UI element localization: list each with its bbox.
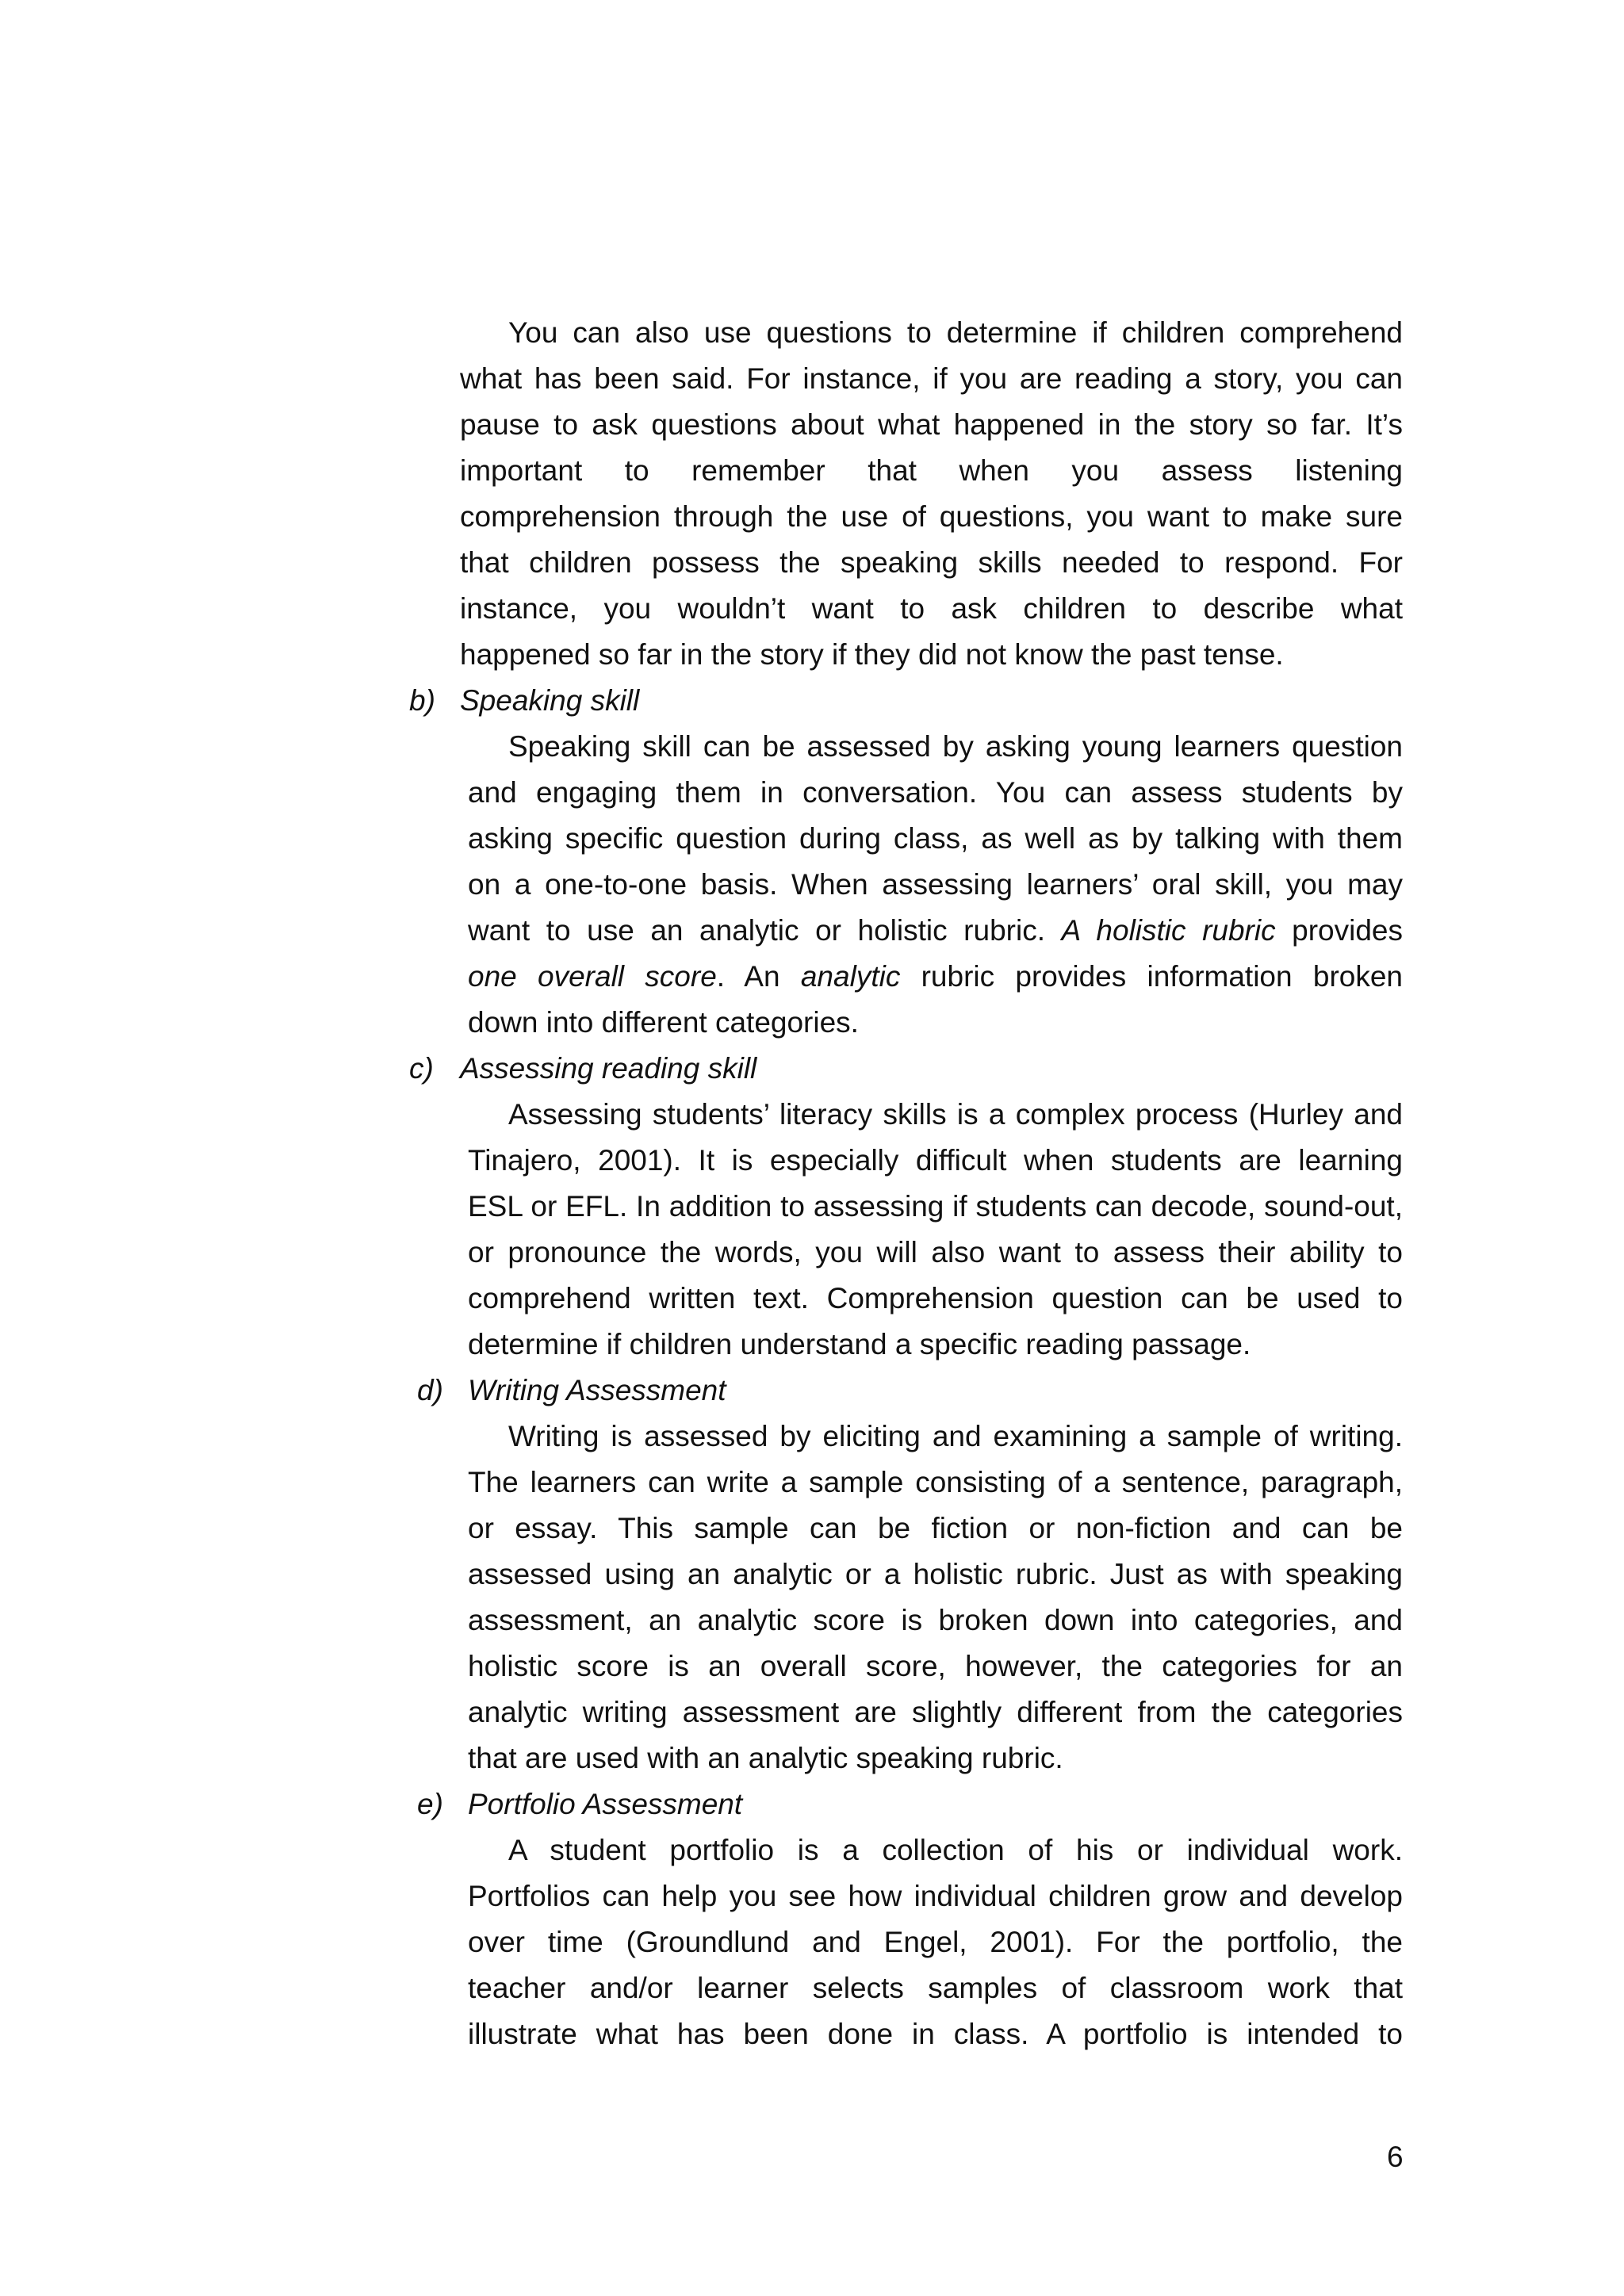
portfolio-line-3: over time (Groundlund and Engel, 2001). For the portfolio, the xyxy=(468,1926,1403,1958)
portfolio-label: e) xyxy=(417,1788,443,1820)
intro-line-3: pause to ask questions about what happened in the story so far. It’s xyxy=(460,408,1403,441)
writing-line-3: or essay. This sample can be fiction or non-fiction and can be xyxy=(468,1512,1403,1544)
writing-line-7: analytic writing assessment are slightly different from the categories xyxy=(468,1696,1403,1728)
reading-label: c) xyxy=(409,1052,434,1085)
reading-line-4: or pronounce the words, you will also want to assess their ability to xyxy=(468,1236,1403,1269)
speaking-line-7: down into different categories. xyxy=(468,1006,859,1039)
speaking-label: b) xyxy=(409,684,435,717)
speaking-line-6-d: rubric provides information broken xyxy=(900,960,1403,993)
reading-line-1: Assessing students’ literacy skills is a complex process (Hurley and xyxy=(508,1098,1403,1131)
reading-heading: Assessing reading skill xyxy=(460,1052,757,1085)
speaking-line-5 xyxy=(468,908,1403,954)
intro-line-5: comprehension through the use of questions, you want to make sure xyxy=(460,500,1403,533)
speaking-line-6 xyxy=(468,954,1403,1000)
overall-score-term: one overall score xyxy=(468,960,717,993)
writing-line-4: assessed using an analytic or a holistic rubric. Just as with speaking xyxy=(468,1558,1403,1590)
portfolio-line-1: A student portfolio is a collection of his or individual work. xyxy=(508,1834,1403,1866)
reading-line-3: ESL or EFL. In addition to assessing if students can decode, sound-out, xyxy=(468,1190,1403,1223)
writing-line-2: The learners can write a sample consisting of a sentence, paragraph, xyxy=(468,1466,1403,1498)
page-number: 6 xyxy=(1387,2141,1404,2173)
writing-line-5: assessment, an analytic score is broken down into categories, and xyxy=(468,1604,1403,1636)
intro-line-6: that children possess the speaking skills needed to respond. For xyxy=(460,546,1403,579)
analytic-term: analytic xyxy=(800,960,901,993)
reading-line-5: comprehend written text. Comprehension question can be used to xyxy=(468,1282,1403,1314)
writing-heading: Writing Assessment xyxy=(468,1374,726,1406)
reading-line-6: determine if children understand a specific reading passage. xyxy=(468,1328,1251,1360)
reading-line-2: Tinajero, 2001). It is especially difficult when students are learning xyxy=(468,1144,1403,1177)
intro-line-1: You can also use questions to determine if children comprehend xyxy=(508,316,1403,349)
portfolio-heading: Portfolio Assessment xyxy=(468,1788,743,1820)
speaking-line-3: asking specific question during class, as well as by talking with them xyxy=(468,822,1403,855)
portfolio-line-4: teacher and/or learner selects samples of classroom work that xyxy=(468,1972,1403,2004)
intro-line-2: what has been said. For instance, if you are reading a story, you can xyxy=(460,362,1403,395)
speaking-line-6-b: . An xyxy=(716,960,801,993)
speaking-line-2: and engaging them in conversation. You can assess students by xyxy=(468,776,1403,809)
speaking-line-5-c: provides xyxy=(1275,914,1404,947)
holistic-rubric-term: A holistic rubric xyxy=(1061,914,1276,947)
writing-line-8: that are used with an analytic speaking rubric. xyxy=(468,1742,1063,1774)
writing-label: d) xyxy=(417,1374,443,1406)
portfolio-line-5: illustrate what has been done in class. A portfolio is intended to xyxy=(468,2018,1403,2050)
intro-line-7: instance, you wouldn’t want to ask children to describe what xyxy=(460,592,1403,625)
speaking-line-4: on a one-to-one basis. When assessing learners’ oral skill, you may xyxy=(468,868,1403,901)
intro-line-4: important to remember that when you assess listening xyxy=(460,454,1403,487)
speaking-heading: Speaking skill xyxy=(460,684,640,717)
writing-line-1: Writing is assessed by eliciting and examining a sample of writing. xyxy=(508,1420,1403,1452)
speaking-line-1: Speaking skill can be assessed by asking young learners question xyxy=(508,730,1403,763)
speaking-line-5-a: want to use an analytic or holistic rubric. xyxy=(468,914,1062,947)
intro-line-8: happened so far in the story if they did not know the past tense. xyxy=(460,638,1284,671)
writing-line-6: holistic score is an overall score, however, the categories for an xyxy=(468,1650,1403,1682)
portfolio-line-2: Portfolios can help you see how individual children grow and develop xyxy=(468,1880,1403,1912)
